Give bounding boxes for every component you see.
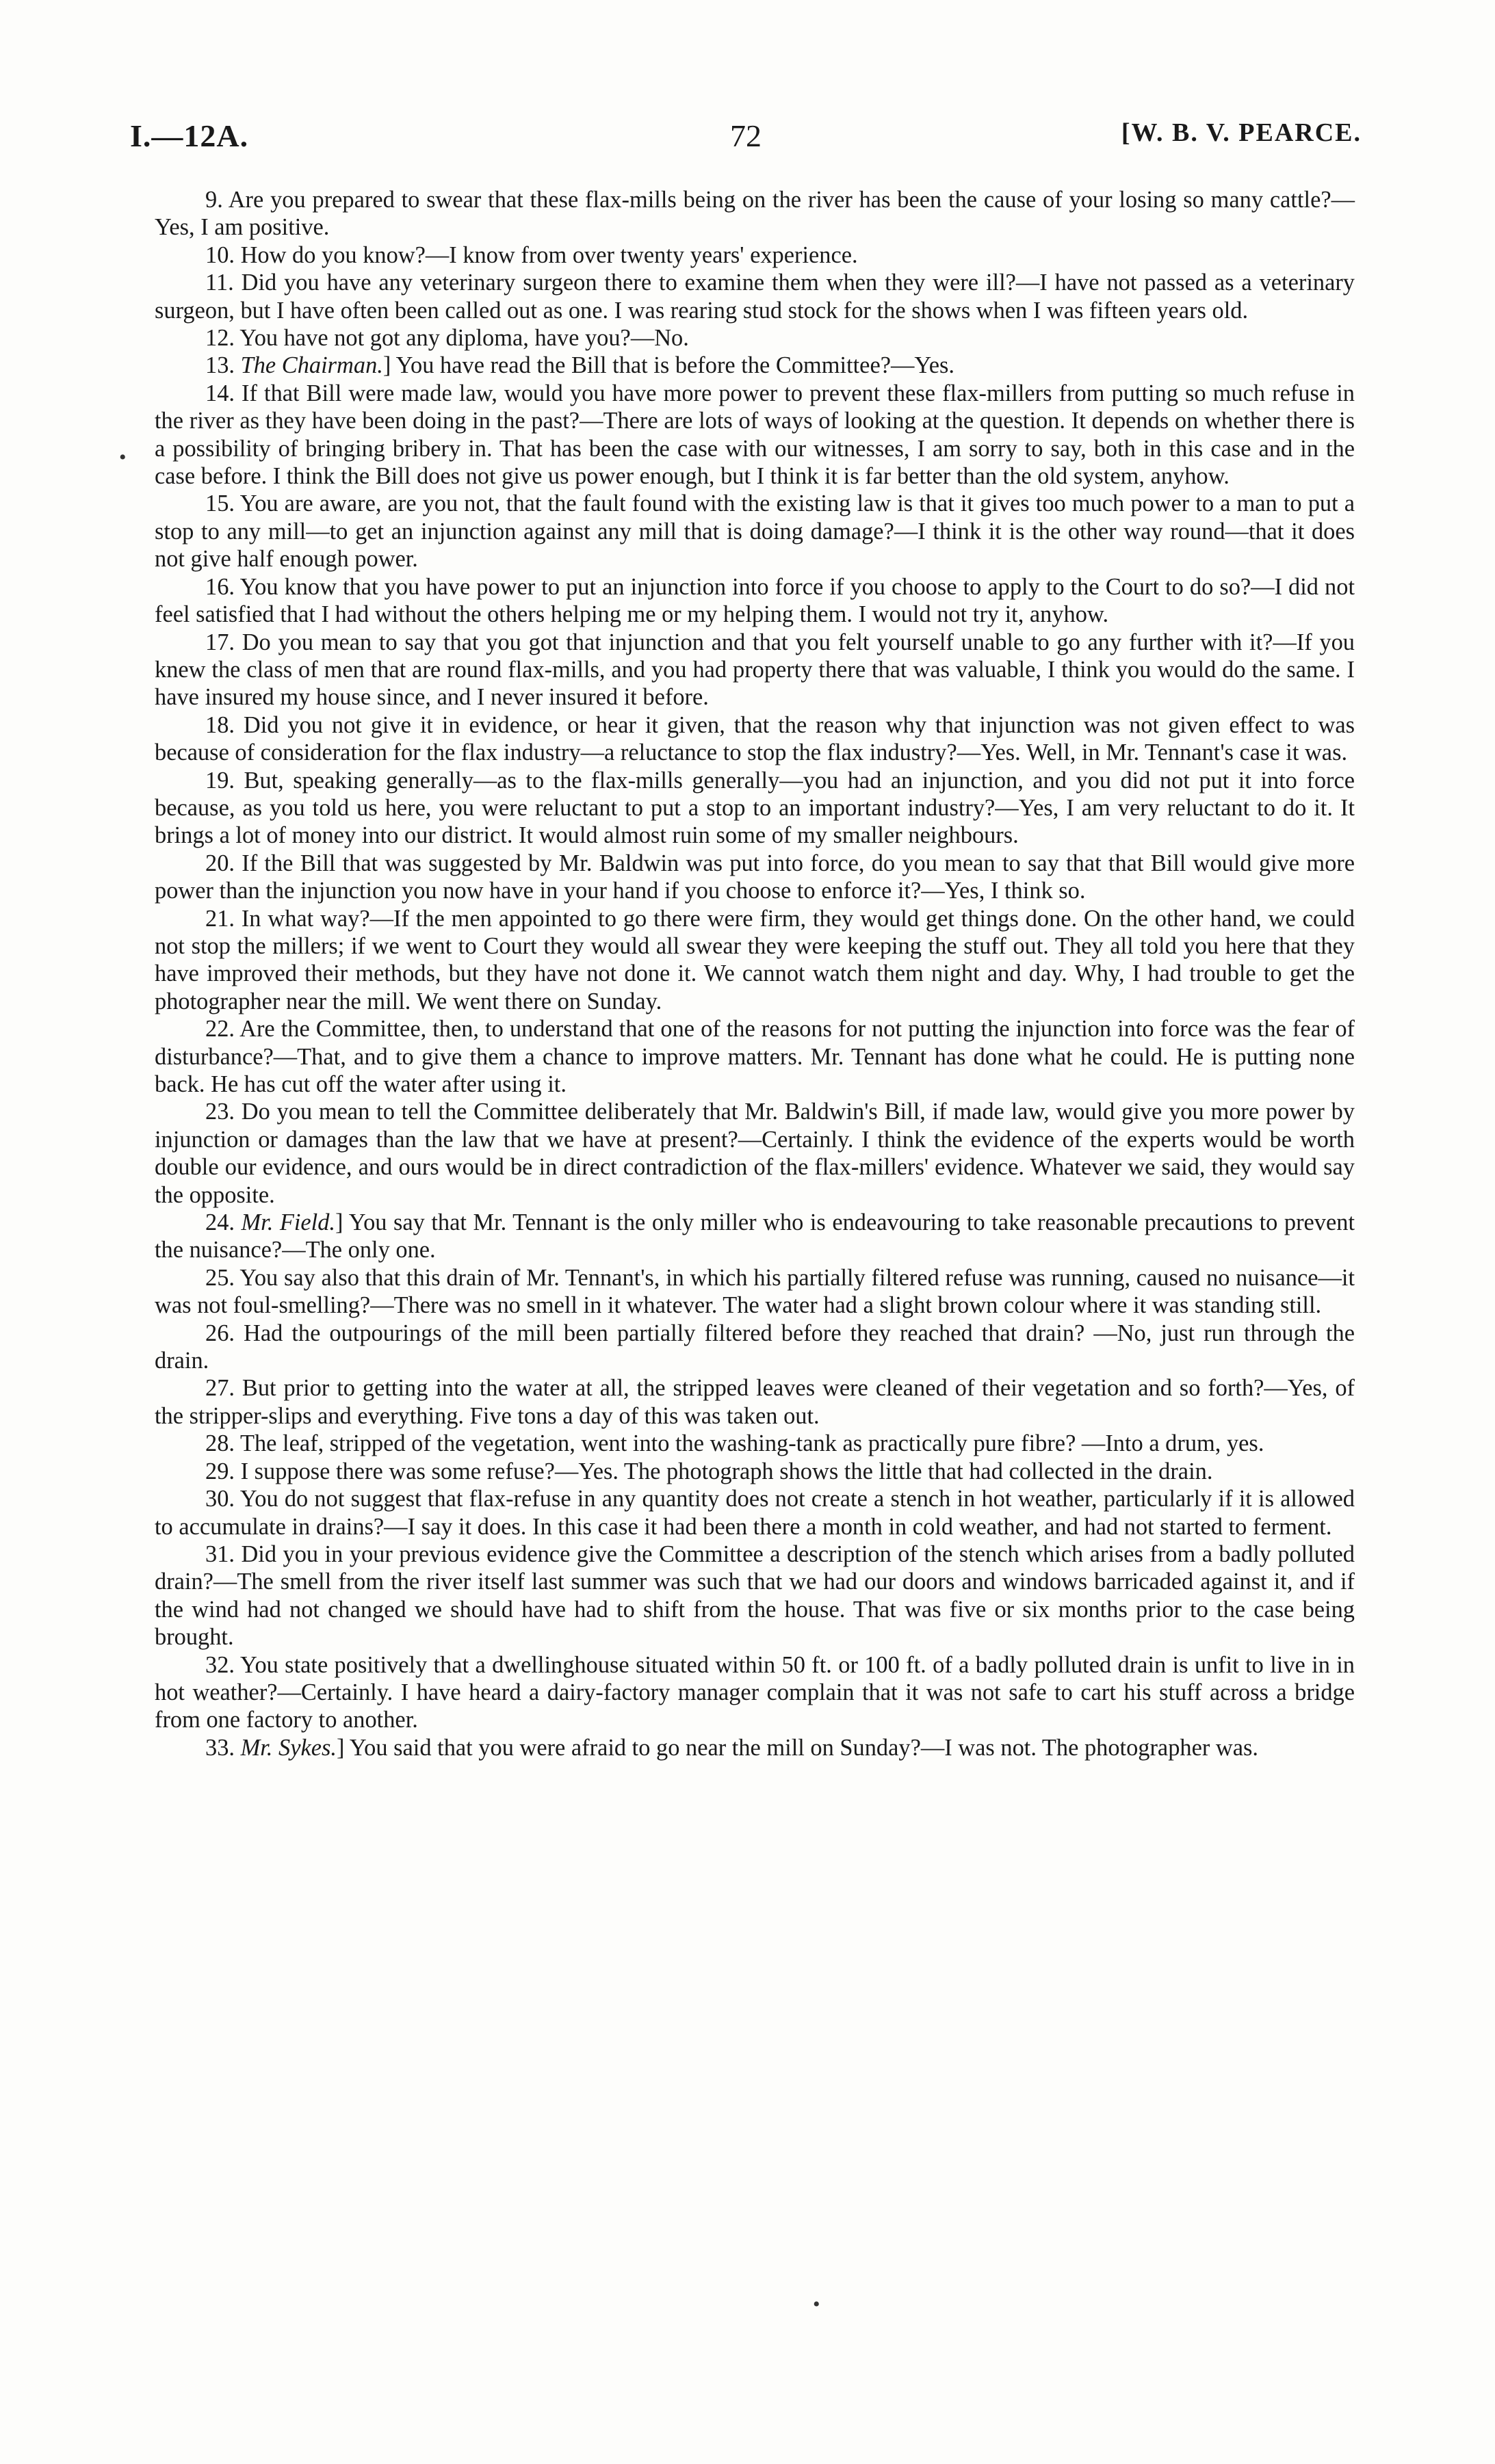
margin-mark: • [119,446,127,469]
evidence-paragraph [155,1651,1355,1734]
evidence-paragraph [155,629,1355,711]
paragraph-text: 20. If the Bill that was suggested by Mr. Baldwin was put into force, do you mean to say that that Bill would give more power than the injunction you now have in your hand if you choose to enforce it?—Yes, I think so. [155,850,1355,904]
evidence-paragraph [155,1264,1355,1320]
evidence-paragraph [155,324,1355,352]
paragraph-text: 22. Are the Committee, then, to understand that one of the reasons for not putting the injunction into force was the fear of disturbance?—That, and to give them a chance to improve matters. Mr. Tennant has done what he could. He is putting none back. He has cut off the water after using it. [155,1016,1355,1097]
paragraph-text: You have read the Bill that is before the Committee?—Yes. [395,352,954,379]
evidence-paragraph [155,490,1355,573]
paragraph-text: 11. Did you have any veterinary surgeon there to examine them when they were ill?—I have not passed as a veterinary surgeon, but I have often been called out as one. I was rearing stud stock for the shows when I was fifteen years old. [155,270,1355,324]
evidence-paragraph [155,1209,1355,1264]
paragraph-text: 27. But prior to getting into the water at all, the stripped leaves were cleaned of their vegetation and so forth?—Yes, of the stripper-slips and everything. Five tons a day of this was taken out. [155,1375,1355,1429]
speaker-tag: 13. The Chairman.] [205,352,391,379]
paragraph-text: 17. Do you mean to say that you got that injunction and that you felt yourself unable to go any further with it?—If you knew the class of men that are round flax-mills, and you had property there that was valuable, I think you would do the same. I have insured my house since, and I never insured it before. [155,629,1355,711]
speaker-tag: 33. Mr. Sykes.] [205,1734,345,1761]
paragraph-text: 19. But, speaking generally—as to the flax-mills generally—you had an injunction, and you did not put it into force because, as you told us here, you were reluctant to put a stop to an important industry?—Yes, I am very reluctant to do it. It brings a lot of money into our district. It would almost ruin some of my smaller neighbours. [155,767,1355,849]
evidence-paragraph [155,1458,1355,1485]
witness-name: [W. B. V. PEARCE. [1121,118,1362,147]
paragraph-text: 30. You do not suggest that flax-refuse in any quantity does not create a stench in hot weather, particularly if it is allowed to accumulate in drains?—I say it does. In this case it had been there a month in cold weather, and had not started to ferment. [155,1486,1355,1540]
evidence-paragraph [155,1374,1355,1430]
evidence-paragraph [155,269,1355,324]
page-header [130,118,1362,166]
paragraph-text: 25. You say also that this drain of Mr. Tennant's, in which his partially filtered refuse was running, caused no nuisance—it was not foul-smelling?—There was no smell in it whatever. The water had a slight brown colour where it was standing still. [155,1264,1355,1319]
evidence-text [155,186,1355,1761]
paragraph-text: 26. Had the outpourings of the mill been partially filtered before they reached that drain? —No, just run through the drain. [155,1320,1355,1374]
paragraph-text: 12. You have not got any diploma, have you?—No. [205,325,689,352]
evidence-paragraph [155,850,1355,905]
evidence-paragraph [155,352,1355,379]
paragraph-text: 31. Did you in your previous evidence give the Committee a description of the stench which arises from a badly polluted drain?—The smell from the river itself last summer was such that we had our doors and windows barricaded against it, and if the wind had not changed we should have had to shift from the house. That was five or six months prior to the case being brought. [155,1541,1355,1651]
evidence-paragraph [155,1320,1355,1375]
paragraph-text: 18. Did you not give it in evidence, or hear it given, that the reason why that injunction was not given effect to was because of consideration for the flax industry—a reluctance to stop the flax industry?—Yes. Well, in Mr. Tennant's case it was. [155,711,1355,766]
evidence-paragraph [155,1015,1355,1098]
evidence-paragraph [155,711,1355,767]
paper-reference: I.—12A. [130,118,249,153]
paragraph-text: You said that you were afraid to go near the mill on Sunday?—I was not. The photographer was. [349,1734,1258,1761]
paragraph-text: 21. In what way?—If the men appointed to go there were firm, they would get things done. On the other hand, we could not stop the millers; if we went to Court they would all swear they were keeping the stuff out. They all told you here that they have improved their methods, but they have not done it. We cannot watch them night and day. Why, I had trouble to get the photographer near the mill. We went there on Sunday. [155,905,1355,1014]
evidence-paragraph [155,1485,1355,1541]
paragraph-text: 15. You are aware, are you not, that the fault found with the existing law is that it gives too much power to a man to put a stop to any mill—to get an injunction against any mill that is doing damage?—I think it is the other way round—that it does not give half enough power. [155,490,1355,573]
evidence-paragraph [155,905,1355,1016]
paragraph-text: 23. Do you mean to tell the Committee deliberately that Mr. Baldwin's Bill, if made law, would give you more power by injunction or damages than the law that we have at present?—Certainly. I think the evidence of the experts would be worth double our evidence, and ours would be in direct contradiction of the flax-millers' evidence. Whatever we said, they would say the opposite. [155,1099,1355,1208]
evidence-paragraph [155,573,1355,629]
evidence-paragraph [155,1430,1355,1457]
paragraph-text: 16. You know that you have power to put an injunction into force if you choose to apply to the Court to do so?—I did not feel satisfied that I had without the others helping me or my helping them. I would not try it, anyhow. [155,573,1355,628]
speaker-tag: 24. Mr. Field.] [205,1209,343,1236]
evidence-paragraph [155,1541,1355,1651]
evidence-paragraph [155,186,1355,241]
paragraph-text: 10. How do you know?—I know from over twenty years' experience. [205,241,858,268]
evidence-paragraph [155,1098,1355,1209]
paragraph-text: 14. If that Bill were made law, would you have more power to prevent these flax-millers from putting so much refuse in the river as they have been doing in the past?—There are lots of ways of looking at the question. It depends on whether there is a possibility of bringing bribery in. That has been the case with our witnesses, I am sorry to say, both in this case and in the case before. I think the Bill does not give us power enough, but I think it is far better than the old system, anyhow. [155,380,1355,490]
page-number: 72 [730,118,762,153]
evidence-paragraph [155,241,1355,269]
paragraph-text: 9. Are you prepared to swear that these flax-mills being on the river has been the cause of your losing so many cattle?—Yes, I am positive. [155,187,1355,241]
evidence-paragraph [155,767,1355,850]
evidence-paragraph [155,380,1355,490]
evidence-paragraph [155,1734,1355,1761]
margin-mark: • [813,2293,820,2316]
paragraph-text: 29. I suppose there was some refuse?—Yes. The photograph shows the little that had collected in the drain. [205,1458,1213,1484]
paragraph-text: 28. The leaf, stripped of the vegetation, went into the washing-tank as practically pure fibre? —Into a drum, yes. [205,1430,1264,1457]
paragraph-text: You say that Mr. Tennant is the only miller who is endeavouring to take reasonable precautions to prevent the nuisance?—The only one. [155,1209,1355,1263]
paragraph-text: 32. You state positively that a dwellinghouse situated within 50 ft. or 100 ft. of a badly polluted drain is unfit to live in in hot weather?—Certainly. I have heard a dairy-factory manager complain that it was not safe to cart his stuff across a bridge from one factory to another. [155,1651,1355,1733]
